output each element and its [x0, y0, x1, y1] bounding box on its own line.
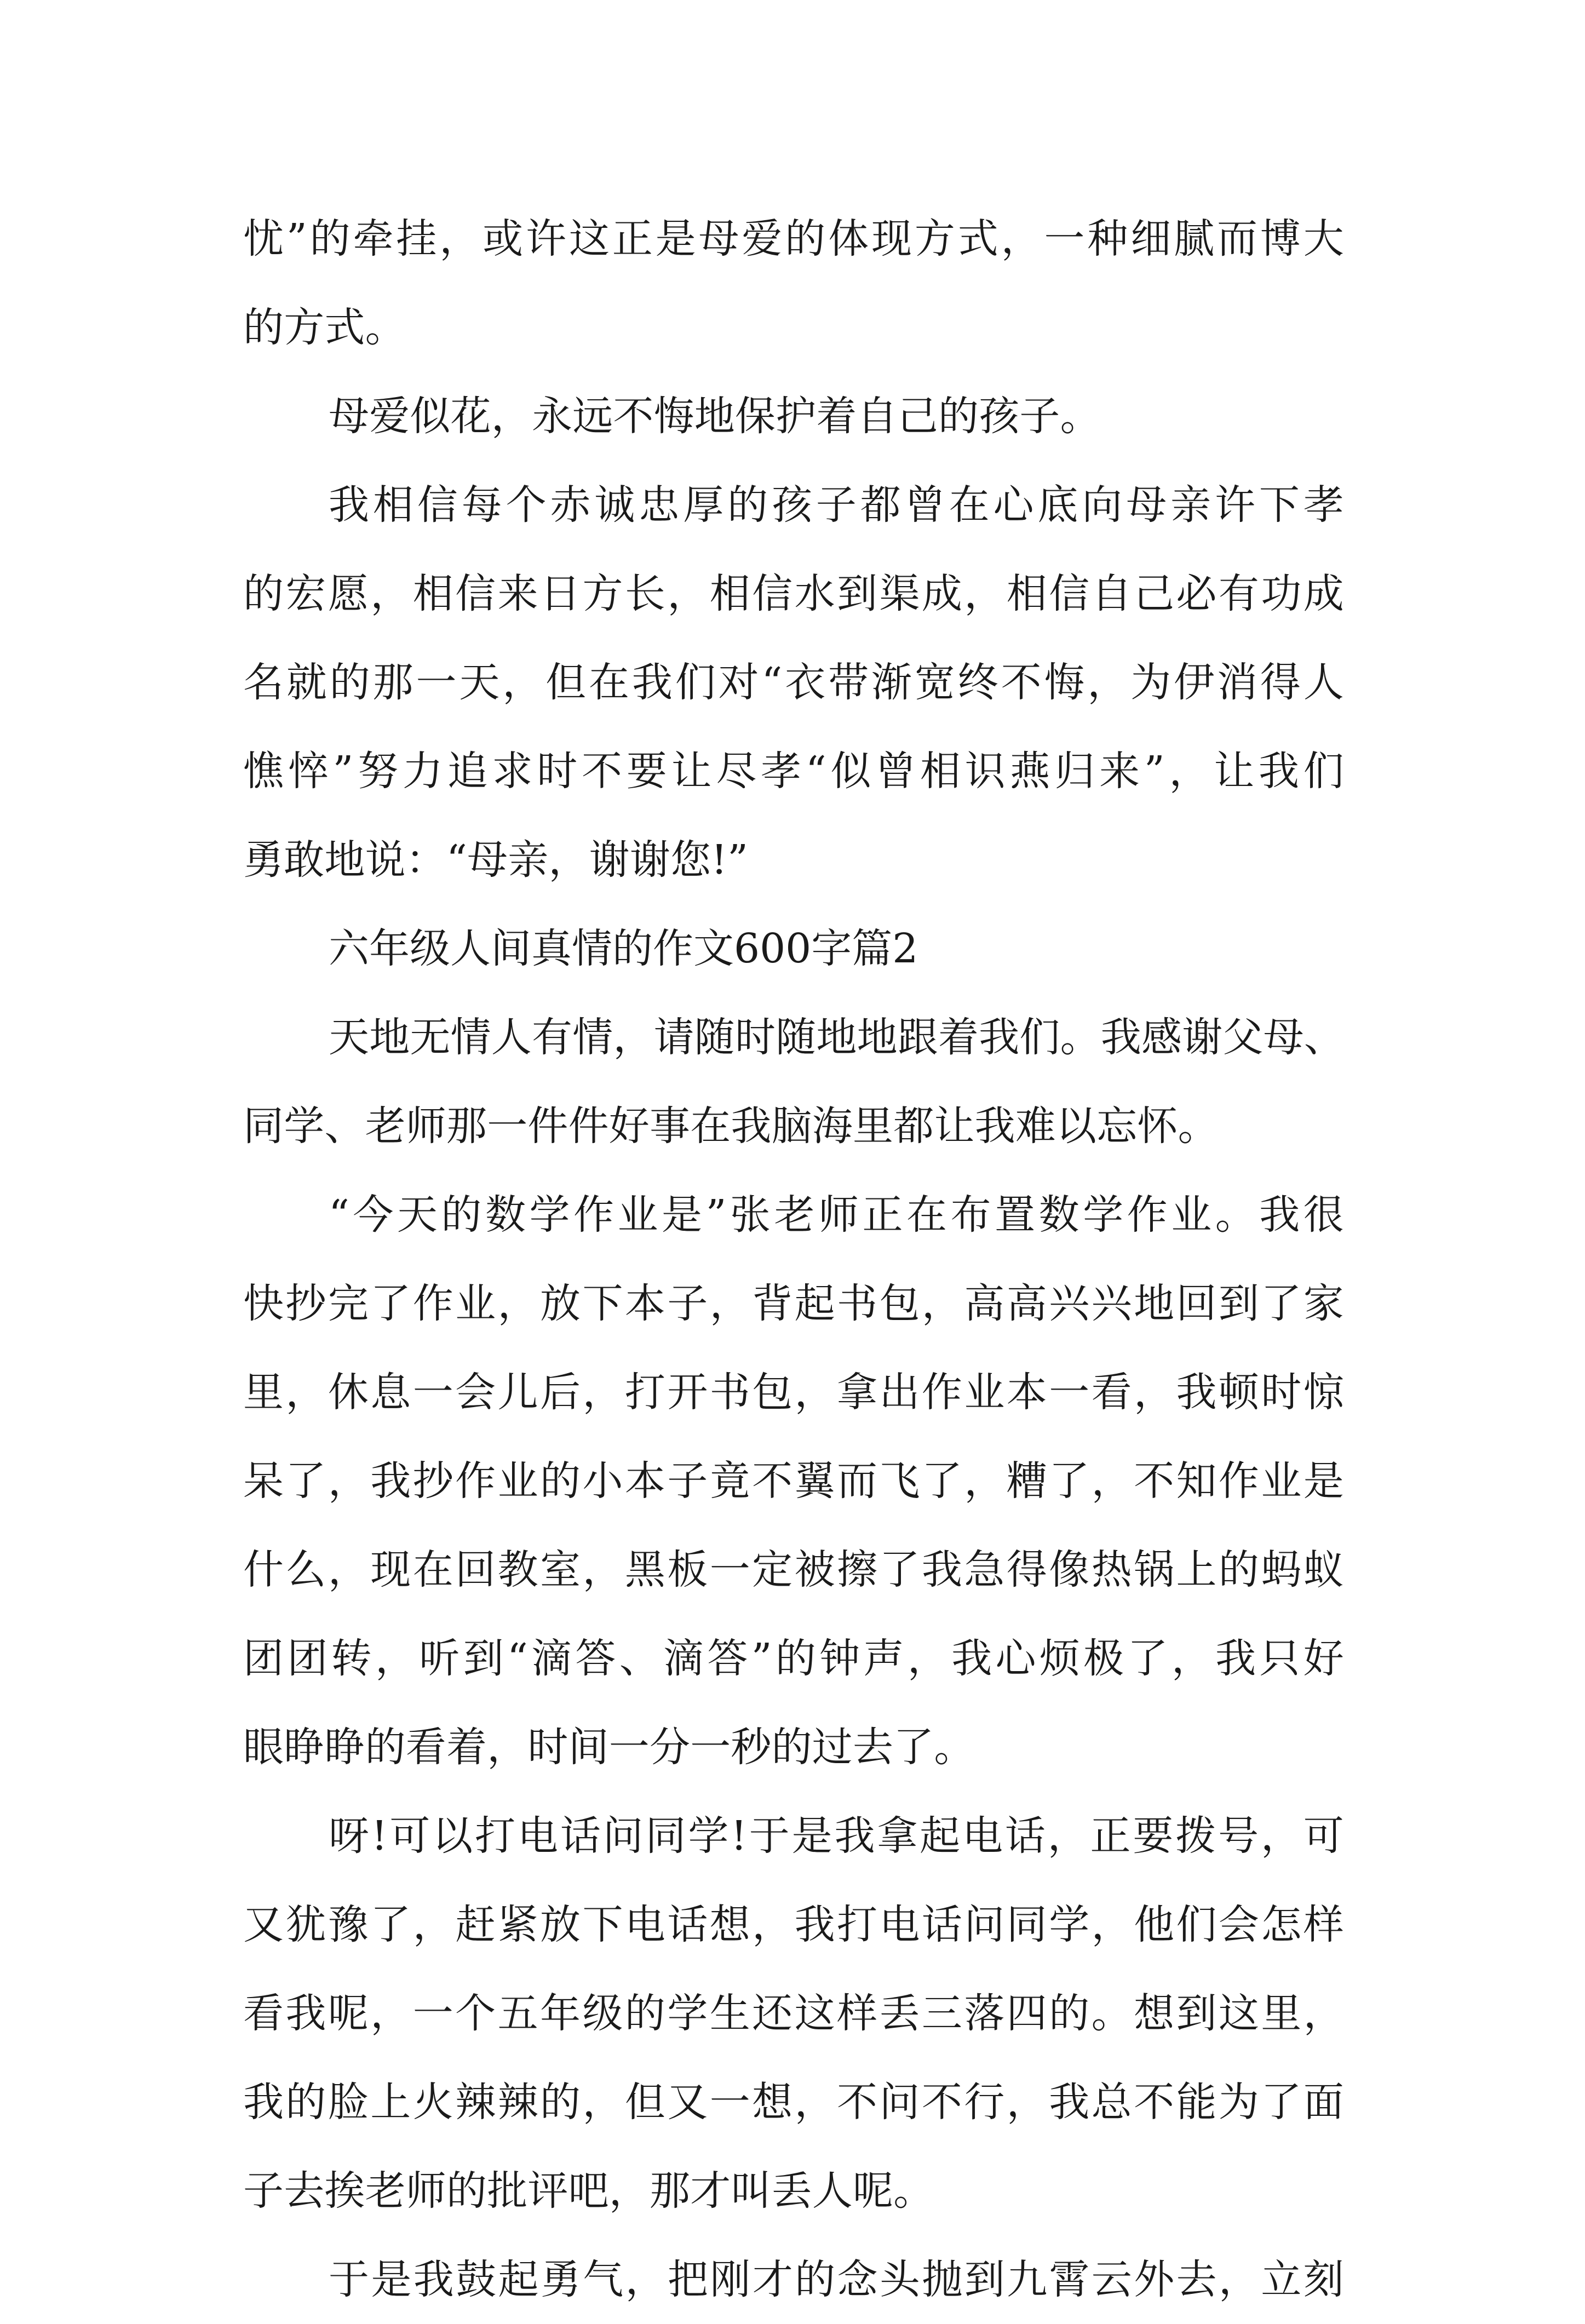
text-line: 眼睁睁的看着，时间一分一秒的过去了。	[243, 1724, 975, 1771]
text-line: 快抄完了作业，放下本子，背起书包，高高兴兴地回到了家	[243, 1280, 1344, 1327]
text-line: 忧”的牵挂，或许这正是母爱的体现方式，一种细腻而博大	[243, 215, 1344, 262]
text-line: 憔悴”努力追求时不要让尽孝“似曾相识燕归来”，让我们	[243, 748, 1344, 795]
text-line: “今天的数学作业是”张老师正在布置数学作业。我很	[329, 1191, 1344, 1238]
text-line: 子去挨老师的批评吧，那才叫丢人呢。	[243, 2167, 934, 2214]
text-line: 天地无情人有情，请随时随地地跟着我们。我感谢父母、	[329, 1014, 1345, 1061]
text-line: 呆了，我抄作业的小本子竟不翼而飞了，糟了，不知作业是	[243, 1457, 1344, 1505]
text-line: 呀!可以打电话问同学!于是我拿起电话，正要拨号，可	[329, 1812, 1344, 1860]
text-line: 看我呢，一个五年级的学生还这样丢三落四的。想到这里，	[243, 1990, 1344, 2037]
text-line: 同学、老师那一件件好事在我脑海里都让我难以忘怀。	[243, 1103, 1219, 1150]
text-line: 又犹豫了，赶紧放下电话想，我打电话问同学，他们会怎样	[243, 1901, 1344, 1948]
body-text	[243, 194, 1344, 2324]
text-line: 我相信每个赤诚忠厚的孩子都曾在心底向母亲许下孝	[329, 481, 1344, 529]
text-line: 的宏愿，相信来日方长，相信水到渠成，相信自己必有功成	[243, 570, 1344, 617]
text-line: 什么，现在回教室，黑板一定被擦了我急得像热锅上的蚂蚁	[243, 1546, 1344, 1593]
text-line: 里，休息一会儿后，打开书包，拿出作业本一看，我顿时惊	[243, 1369, 1344, 1416]
text-line: 于是我鼓起勇气，把刚才的念头抛到九霄云外去，立刻	[329, 2256, 1344, 2303]
text-line: 团团转，听到“滴答、滴答”的钟声，我心烦极了，我只好	[243, 1635, 1344, 1682]
text-line: 勇敢地说：“母亲，谢谢您!”	[243, 836, 749, 883]
text-line: 名就的那一天，但在我们对“衣带渐宽终不悔，为伊消得人	[243, 659, 1344, 706]
text-line: 的方式。	[243, 304, 406, 351]
text-line: 我的脸上火辣辣的，但又一想，不问不行，我总不能为了面	[243, 2079, 1344, 2126]
text-line: 母爱似花，永远不悔地保护着自己的孩子。	[329, 393, 1101, 440]
section-heading: 六年级人间真情的作文600字篇2	[329, 925, 918, 972]
